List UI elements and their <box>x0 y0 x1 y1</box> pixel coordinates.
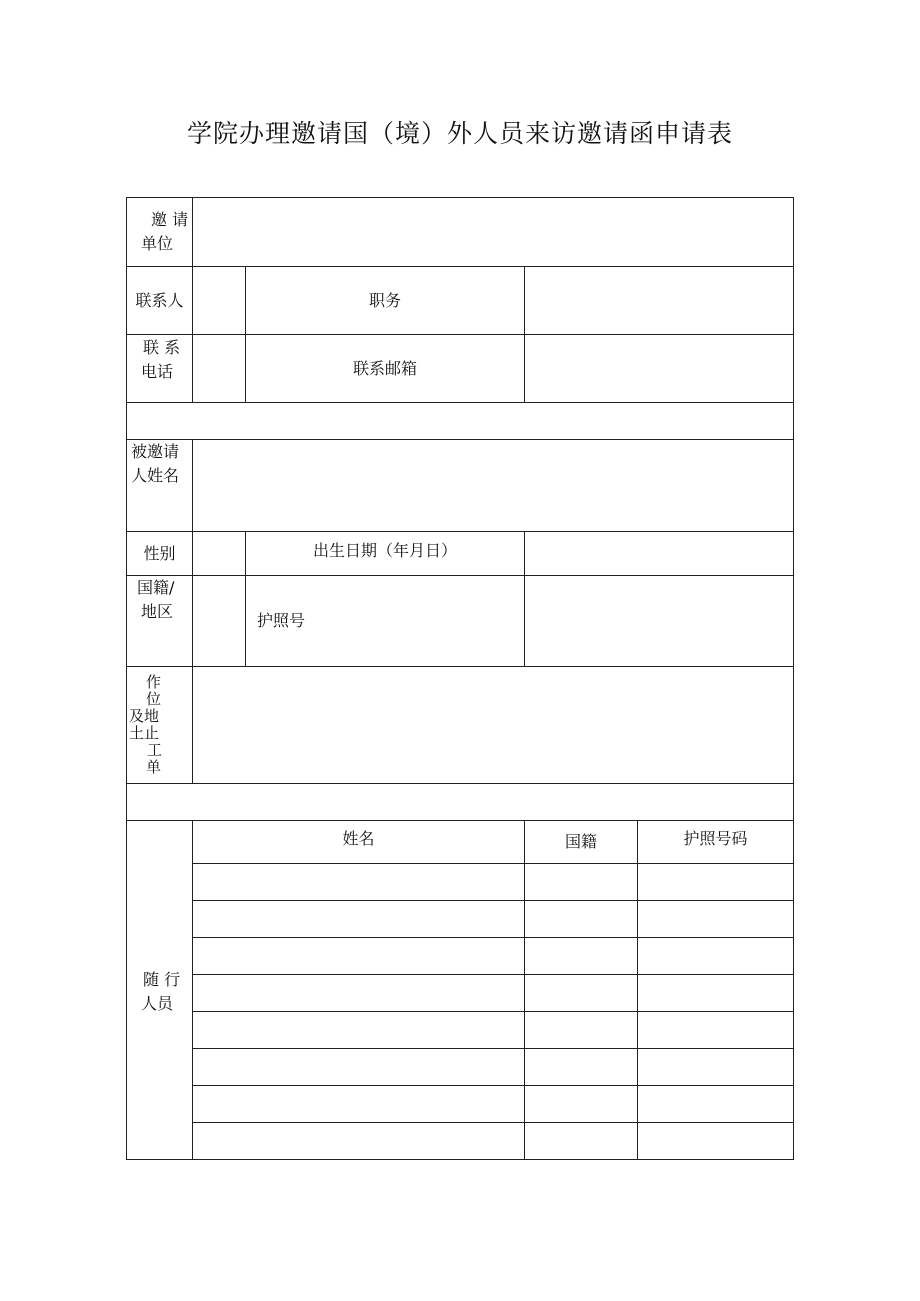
contact-person-label: 联系人 <box>135 290 184 310</box>
divider <box>127 402 793 403</box>
companion-nationality-cell[interactable] <box>525 901 637 937</box>
companion-nationality-cell[interactable] <box>525 975 637 1011</box>
inviting-unit-label <box>131 208 193 256</box>
companion-passport-cell[interactable] <box>638 1012 793 1048</box>
label-line: 土止 <box>129 724 160 742</box>
inviting-unit-field[interactable] <box>193 198 793 266</box>
page-title: 学院办理邀请国（境）外人员来访邀请函申请表 <box>186 119 733 148</box>
gender-field[interactable] <box>193 532 245 575</box>
companions-header-nationality: 国籍 <box>564 832 597 851</box>
position-label: 职务 <box>368 290 401 310</box>
label-line: 被邀请 <box>131 442 180 461</box>
companion-passport-cell[interactable] <box>638 901 793 937</box>
companion-name-cell[interactable] <box>193 938 524 974</box>
companion-nationality-cell[interactable] <box>525 938 637 974</box>
companion-nationality-cell[interactable] <box>525 864 637 900</box>
birth-date-field[interactable] <box>525 532 793 575</box>
invitee-name-label <box>131 440 193 488</box>
passport-no-label: 护照号 <box>257 611 306 630</box>
label-line: 人姓名 <box>131 466 180 485</box>
nationality-field[interactable] <box>193 576 245 666</box>
companion-name-cell[interactable] <box>193 1012 524 1048</box>
contact-email-field[interactable] <box>525 335 793 402</box>
companion-passport-cell[interactable] <box>638 864 793 900</box>
label-line: 单 <box>146 758 162 776</box>
companion-name-cell[interactable] <box>193 1086 524 1122</box>
label-line: 位 <box>146 690 162 708</box>
label-line: 作 <box>146 673 162 691</box>
label-line: 电话 <box>141 362 174 381</box>
companion-name-cell[interactable] <box>193 1049 524 1085</box>
divider <box>127 783 793 784</box>
companions-header-passport: 护照号码 <box>683 829 748 848</box>
contact-phone-label <box>131 336 193 384</box>
contact-person-field[interactable] <box>193 267 245 334</box>
birth-date-label: 出生日期（年月日） <box>312 541 457 560</box>
label-line: 人员 <box>141 994 174 1013</box>
label-line: 及地 <box>129 707 160 725</box>
gender-label: 性别 <box>143 543 176 563</box>
work-unit-address-field[interactable] <box>193 667 793 783</box>
companion-name-cell[interactable] <box>193 901 524 937</box>
companion-passport-cell[interactable] <box>638 1049 793 1085</box>
label-line: 国籍/ <box>137 578 175 597</box>
label-line: 随 行 <box>143 970 181 989</box>
companion-nationality-cell[interactable] <box>525 1049 637 1085</box>
label-line: 地区 <box>141 602 174 621</box>
label-line: 单位 <box>141 234 174 253</box>
work-unit-address-label <box>127 674 192 776</box>
companion-name-cell[interactable] <box>193 975 524 1011</box>
companion-passport-cell[interactable] <box>638 938 793 974</box>
companion-name-cell[interactable] <box>193 864 524 900</box>
contact-phone-field[interactable] <box>193 335 245 402</box>
companion-passport-cell[interactable] <box>638 1123 793 1159</box>
companion-nationality-cell[interactable] <box>525 1086 637 1122</box>
companion-nationality-cell[interactable] <box>525 1123 637 1159</box>
label-line: 联 系 <box>143 338 181 357</box>
companion-passport-cell[interactable] <box>638 1086 793 1122</box>
companions-header-name: 姓名 <box>342 829 375 848</box>
label-line: 工 <box>147 741 163 759</box>
position-field[interactable] <box>525 267 793 334</box>
invitee-name-field[interactable] <box>193 440 793 531</box>
nationality-label <box>137 576 192 624</box>
label-line: 邀 请 <box>151 210 189 229</box>
companion-passport-cell[interactable] <box>638 975 793 1011</box>
companion-nationality-cell[interactable] <box>525 1012 637 1048</box>
companion-name-cell[interactable] <box>193 1123 524 1159</box>
companions-label <box>131 968 193 1016</box>
application-form <box>126 197 794 1160</box>
passport-no-field[interactable] <box>525 576 793 666</box>
contact-email-label: 联系邮箱 <box>352 358 417 378</box>
